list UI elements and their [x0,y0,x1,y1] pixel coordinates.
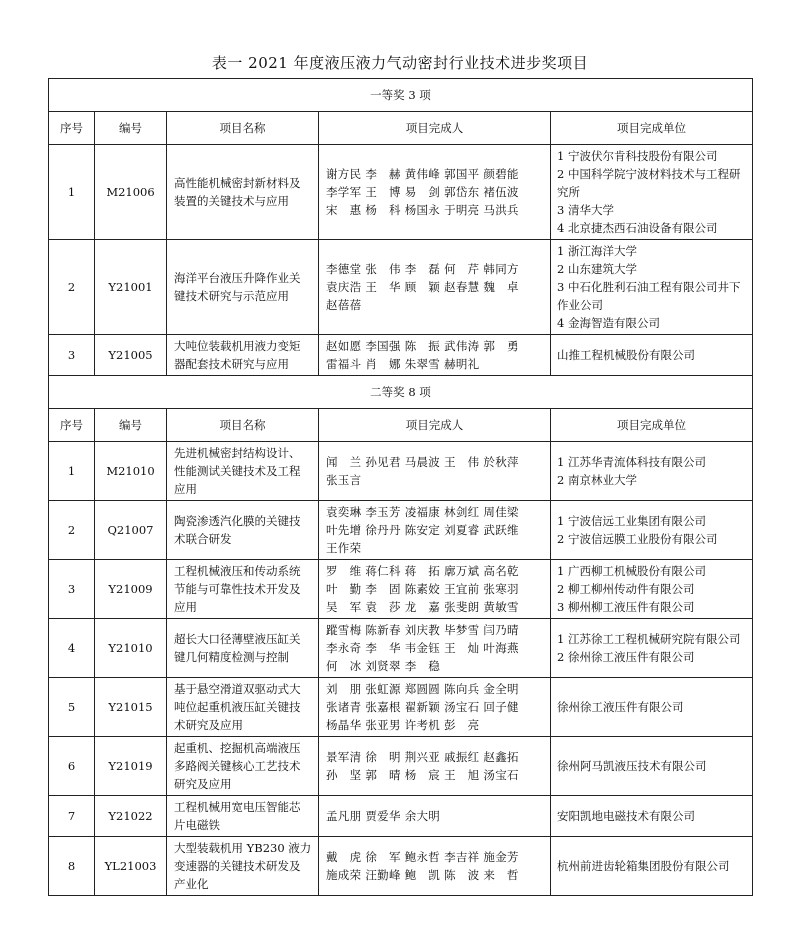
column-header-row [49,112,753,145]
cell-people [319,335,551,376]
unit-line: 1 江苏徐工工程机械研究院有限公司 [557,632,741,646]
cell-code: Y21015 [95,678,167,737]
unit-line: 3 中石化胜利石油工程有限公司井下 [557,280,741,294]
cell-seq: 7 [49,796,95,837]
cell-seq: 4 [49,619,95,678]
project-name-line: 大吨位装载机用液力变矩 [174,339,301,353]
cell-seq: 1 [49,442,95,501]
cell-project-name [167,737,319,796]
cell-seq: 3 [49,335,95,376]
cell-people [319,737,551,796]
column-header-row [49,409,753,442]
project-name-line: 海洋平台液压升降作业关 [174,271,301,285]
table-row [49,240,753,335]
people-line: 叶先增 徐丹丹 陈安定 刘夏睿 武跃维 [326,523,519,537]
people-line: 宋 惠 杨 科 杨国永 于明亮 马洪兵 [326,203,519,217]
people-line: 孙 坚 郭 晴 杨 宸 王 旭 汤宝石 [326,768,519,782]
project-name-line: 陶瓷渗透汽化膜的关键技 [174,514,301,528]
cell-code: M21010 [95,442,167,501]
cell-units [551,501,753,560]
people-line: 孟凡朋 贾爱华 余大明 [326,809,441,823]
project-name-line: 基于悬空滑道双驱动式大 [174,682,301,696]
header-people: 项目完成人 [319,112,551,145]
people-line: 何 冰 刘贤翠 李 稳 [326,659,441,673]
header-units: 项目完成单位 [551,112,753,145]
unit-line: 1 宁波伏尔肯科技股份有限公司 [557,149,718,163]
cell-project-name [167,335,319,376]
section-heading: 一等奖 3 项 [49,79,753,112]
unit-line: 徐州徐工液压件有限公司 [557,700,684,714]
cell-project-name [167,560,319,619]
unit-line: 2 中国科学院宁波材料技术与工程研 [557,167,741,181]
unit-line: 安阳凯地电磁技术有限公司 [557,809,695,823]
cell-people [319,837,551,896]
cell-code: Q21007 [95,501,167,560]
cell-seq: 1 [49,145,95,240]
people-line: 李德堂 张 伟 李 磊 何 芹 韩同方 [326,262,519,276]
unit-line: 3 清华大学 [557,203,614,217]
project-name-line: 研究及应用 [174,777,232,791]
people-line: 杨晶华 张亚男 许考机 彭 亮 [326,718,480,732]
cell-code: Y21005 [95,335,167,376]
people-line: 罗 维 蒋仁科 蒋 拓 廓万斌 高名乾 [326,564,519,578]
unit-line: 徐州阿马凯液压技术有限公司 [557,759,707,773]
header-name: 项目名称 [167,112,319,145]
project-name-line: 工程机械液压和传动系统 [174,564,301,578]
people-line: 王作荣 [326,541,362,555]
project-name-line: 键几何精度检测与控制 [174,650,289,664]
project-name-line: 工程机械用宽电压智能芯 [174,800,301,814]
table-row [49,335,753,376]
project-name-line: 多路阀关键核心工艺技术 [174,759,301,773]
people-line: 吴 军 袁 莎 龙 嘉 张斐朗 黄敏雪 [326,600,519,614]
header-code: 编号 [95,112,167,145]
project-name-line: 大型装载机用 YB230 液力 [174,841,312,855]
people-line: 雷福斗 肖 娜 朱翠雪 赫明礼 [326,357,480,371]
unit-line: 1 宁波信远工业集团有限公司 [557,514,706,528]
project-name-line: 片电磁铁 [174,818,220,832]
section-heading-row [49,376,753,409]
people-line: 赵如愿 李国强 陈 振 武伟涛 郭 勇 [326,339,519,353]
header-name: 项目名称 [167,409,319,442]
unit-line: 2 南京林业大学 [557,473,637,487]
cell-seq: 6 [49,737,95,796]
cell-units [551,240,753,335]
people-line: 李永奇 李 华 韦金钰 王 灿 叶海燕 [326,641,519,655]
cell-code: YL21003 [95,837,167,896]
project-name-line: 起重机、挖掘机高端液压 [174,741,301,755]
header-units: 项目完成单位 [551,409,753,442]
cell-units [551,560,753,619]
cell-people [319,442,551,501]
people-line: 谢方民 李 赫 黄伟峰 郭国平 颜碧能 [326,167,519,181]
header-seq: 序号 [49,409,95,442]
unit-line: 2 宁波信远膜工业股份有限公司 [557,532,718,546]
project-name-line: 性能测试关键技术及工程 [174,464,301,478]
project-name-line: 术联合研发 [174,532,232,546]
cell-code: Y21022 [95,796,167,837]
unit-line: 1 广西柳工机械股份有限公司 [557,564,706,578]
cell-code: Y21009 [95,560,167,619]
project-name-line: 装置的关键技术与应用 [174,194,289,208]
cell-code: Y21019 [95,737,167,796]
project-name-line: 先进机械密封结构设计、 [174,446,301,460]
cell-project-name [167,501,319,560]
table-row [49,678,753,737]
unit-line: 作业公司 [557,298,603,312]
cell-project-name [167,240,319,335]
cell-project-name [167,442,319,501]
cell-people [319,501,551,560]
people-line: 景军清 徐 明 荆兴亚 戚振红 赵鑫拓 [326,750,519,764]
project-name-line: 键技术研究与示范应用 [174,289,289,303]
unit-line: 3 柳州柳工液压件有限公司 [557,600,695,614]
project-name-line: 节能与可靠性技术开发及 [174,582,301,596]
people-line: 蹤雪梅 陈新春 刘庆教 毕梦雪 闫乃晴 [326,623,519,637]
cell-units [551,442,753,501]
project-name-line: 术研究及应用 [174,718,243,732]
unit-line: 杭州前进齿轮箱集团股份有限公司 [557,859,730,873]
cell-code: Y21001 [95,240,167,335]
people-line: 袁奕琳 李玉芳 凌福康 林剑红 周佳梁 [326,505,519,519]
header-code: 编号 [95,409,167,442]
cell-people [319,560,551,619]
people-line: 刘 朋 张虹源 郑圆圆 陈向兵 金全明 [326,682,519,696]
cell-people [319,619,551,678]
header-people: 项目完成人 [319,409,551,442]
project-name-line: 应用 [174,600,197,614]
table-row [49,560,753,619]
cell-people [319,240,551,335]
project-name-line: 变速器的关键技术研发及 [174,859,301,873]
cell-project-name [167,837,319,896]
table-row [49,145,753,240]
project-name-line: 高性能机械密封新材料及 [174,176,301,190]
cell-units [551,678,753,737]
cell-people [319,145,551,240]
people-line: 李学军 王 博 易 剑 郭岱东 褚伍波 [326,185,519,199]
cell-seq: 3 [49,560,95,619]
people-line: 闻 兰 孙见君 马晨波 王 伟 於秋萍 [326,455,519,469]
cell-project-name [167,619,319,678]
unit-line: 2 柳工柳州传动件有限公司 [557,582,695,596]
page-title: 表一 2021 年度液压液力气动密封行业技术进步奖项目 [211,54,589,72]
people-line: 叶 勤 李 固 陈素姣 王宜前 张寒羽 [326,582,519,596]
cell-units [551,737,753,796]
cell-code: Y21010 [95,619,167,678]
section-heading-row [49,79,753,112]
awards-table [48,78,753,896]
unit-line: 山推工程机械股份有限公司 [557,348,695,362]
cell-units [551,837,753,896]
cell-units [551,619,753,678]
table-row [49,442,753,501]
cell-code: M21006 [95,145,167,240]
cell-units [551,335,753,376]
people-line: 戴 虎 徐 军 鲍永哲 李吉祥 施金芳 [326,850,519,864]
table-row [49,737,753,796]
people-line: 袁庆浩 王 华 顾 颖 赵春慧 魏 卓 [326,280,519,294]
cell-seq: 5 [49,678,95,737]
cell-people [319,678,551,737]
unit-line: 2 徐州徐工液压件有限公司 [557,650,695,664]
unit-line: 1 浙江海洋大学 [557,244,637,258]
project-name-line: 吨位起重机液压缸关键技 [174,700,301,714]
table-row [49,796,753,837]
project-name-line: 应用 [174,482,197,496]
cell-seq: 2 [49,240,95,335]
unit-line: 究所 [557,185,580,199]
unit-line: 4 金海智造有限公司 [557,316,660,330]
project-name-line: 产业化 [174,877,209,891]
cell-units [551,796,753,837]
project-name-line: 超长大口径薄壁液压缸关 [174,632,301,646]
unit-line: 1 江苏华青流体科技有限公司 [557,455,706,469]
header-seq: 序号 [49,112,95,145]
project-name-line: 器配套技术研究与应用 [174,357,289,371]
cell-project-name [167,145,319,240]
table-row [49,837,753,896]
cell-project-name [167,796,319,837]
people-line: 施成荣 汪勤峰 鲍 凯 陈 波 来 哲 [326,868,519,882]
cell-seq: 8 [49,837,95,896]
section-heading: 二等奖 8 项 [49,376,753,409]
table-row [49,619,753,678]
cell-people [319,796,551,837]
people-line: 赵蓓蓓 [326,298,362,312]
cell-seq: 2 [49,501,95,560]
unit-line: 4 北京捷杰西石油设备有限公司 [557,221,718,235]
cell-units [551,145,753,240]
cell-project-name [167,678,319,737]
people-line: 张诸青 张嘉根 翟新颖 汤宝石 回子健 [326,700,519,714]
unit-line: 2 山东建筑大学 [557,262,637,276]
table-row [49,501,753,560]
people-line: 张玉言 [326,473,362,487]
